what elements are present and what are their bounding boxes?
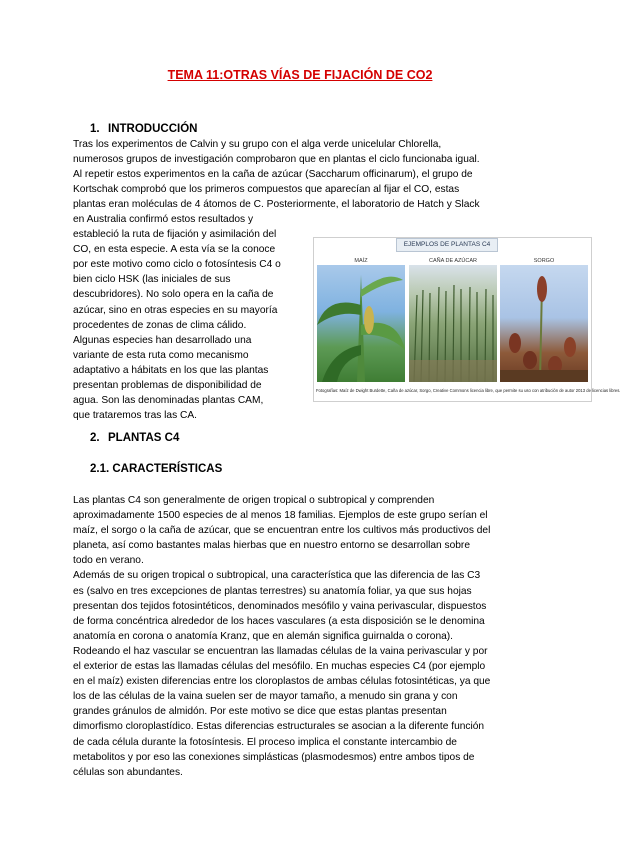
intro-line: en Australia confirmó estos resultados y <box>73 214 254 225</box>
body-line: maíz, el sorgo o la caña de azúcar, que se encuentran entre los cultivos más productivos del <box>73 525 491 537</box>
intro-line: Kortschak comprobó que los primeros compuestos que aparecían al fijar el CO, estas <box>73 184 460 196</box>
body-line: metabolitos y por eso las conexiones simplásticas (plasmodesmos) entre ambos tipos de <box>73 751 475 763</box>
body-line: los de las células de la vaina suelen ser de mayor tamaño, a menudo sin grana y con <box>73 691 458 703</box>
body-line: presentan dos tejidos fotosintéticos, denominados mesófilo y vaina perivascular, dispuestos <box>73 600 487 612</box>
body-line: el exterior de estas las llamadas células del mesófilo. En muchas especies C4 (por ejemplo <box>73 661 486 673</box>
maiz-illustration <box>317 265 405 382</box>
intro-line: adaptativo a hábitats en los que las plantas <box>73 364 269 376</box>
intro-line: presentan problemas de disponibilidad de <box>73 380 262 392</box>
cana-illustration <box>409 265 497 382</box>
figure-label-cana: CAÑA DE AZÚCAR <box>429 258 477 264</box>
section-heading-plantas-c4 <box>90 432 179 444</box>
section-number: 1. <box>90 123 100 135</box>
body-line: Las plantas C4 son generalmente de origen tropical o subtropical y comprenden <box>73 495 435 506</box>
body-line: Además de su origen tropical o subtropical, una característica que las diferencia de las C3 <box>73 570 481 582</box>
body-line: células son abundantes. <box>73 766 183 778</box>
maiz-photo <box>317 265 405 382</box>
body-line: todo en verano. <box>73 555 144 567</box>
figure-caption: Fotografías: Maíz de Dwight Burdette, Caña de azúcar, Sorgo, Creative Commons licencia libre, que permite su uso con atribución de autor 2013 de licencias libres. <box>316 388 620 393</box>
intro-line: variante de esta ruta como mecanismo <box>73 349 249 361</box>
intro-line: descubridores). No solo opera en la caña de <box>73 289 274 301</box>
body-line: de forma concéntrica alrededor de los haces vasculares (a esta disposición se le denomina <box>73 615 485 627</box>
body-line: dimorfismo cloroplastídico. Estas diferencias estructurales se asocian a la diferente función <box>73 721 485 733</box>
intro-line: Algunas especies han desarrollado una <box>73 334 252 346</box>
intro-line: Tras los experimentos de Calvin y su grupo con el alga verde unicelular Chlorella, <box>73 139 442 150</box>
intro-line: azúcar, sino en otras especies en su mayoría <box>73 304 278 316</box>
section-number: 2. <box>90 432 100 444</box>
intro-line: numerosos grupos de investigación comprobaron que en plantas el ciclo funcionaba igual. <box>73 154 480 166</box>
body-paragraph <box>73 493 528 780</box>
figure-label-sorgo: SORGO <box>533 258 555 264</box>
sorgo-illustration <box>500 265 588 382</box>
intro-line: CO, en esta especie. A esta vía se la conoce <box>73 244 276 256</box>
cana-photo <box>409 265 497 382</box>
body-line: planeta, así como bastantes malas hierbas que en nuestro entorno se desarrollan sobre <box>73 540 470 552</box>
c4-plants-figure <box>313 237 620 402</box>
intro-line: agua. Son las denominadas plantas CAM, <box>73 395 264 407</box>
intro-line: por este motivo como ciclo o fotosíntesis C4 o <box>73 259 281 271</box>
intro-line: procedentes de zonas de clima cálido. <box>73 319 247 331</box>
intro-line: que trataremos tras las CA. <box>73 410 197 422</box>
figure-header: EJEMPLOS DE PLANTAS C4 <box>396 238 498 252</box>
intro-line: bien ciclo HSK (las iniciales de sus <box>73 274 231 286</box>
section-label: PLANTAS C4 <box>108 432 180 444</box>
sorgo-photo <box>500 265 588 382</box>
intro-paragraph-full <box>73 137 518 212</box>
intro-line: plantas eran moléculas de 4 átomos de C. Posteriormente, el laboratorio de Hatch y Slack <box>73 199 480 211</box>
section-heading-introduccion <box>90 123 197 135</box>
body-line: de cada célula durante la fotosíntesis. El proceso implica el constante intercambio de <box>73 736 457 748</box>
body-line: es (salvo en tres excepciones de plantas terrestres) su anatomía foliar, ya que sus hojas <box>73 585 472 597</box>
body-line: en el maíz) existen diferencias entre los cloroplastos de ambas células fotosintéticas, ya que <box>73 676 491 688</box>
figure-label-maiz: MAÍZ <box>354 258 368 264</box>
section-label: INTRODUCCIÓN <box>108 123 198 135</box>
body-line: grandes gránulos de almidón. Por este motivo se dice que estas plantas presentan <box>73 706 447 718</box>
page-title: TEMA 11:OTRAS VÍAS DE FIJACIÓN DE CO2 <box>167 68 433 82</box>
body-line: aproximadamente 1500 especies de al menos 18 familias. Ejemplos de este grupo serían el <box>73 510 488 522</box>
body-line: Rodeando el haz vascular se encuentran las llamadas células de la vaina perivascular y por <box>73 645 488 657</box>
intro-line: estableció la ruta de fijación y asimilación del <box>73 229 277 241</box>
intro-line: Al repetir estos experimentos en la caña de azúcar (Saccharum officinarum), el grupo de <box>73 169 473 181</box>
body-line: anatomía en corona o anatomía Kranz, que en alemán significa guirnalda o corona). <box>73 630 454 642</box>
intro-paragraph-wrap <box>73 212 308 423</box>
section-heading-caracteristicas: 2.1. CARACTERÍSTICAS <box>90 463 223 475</box>
